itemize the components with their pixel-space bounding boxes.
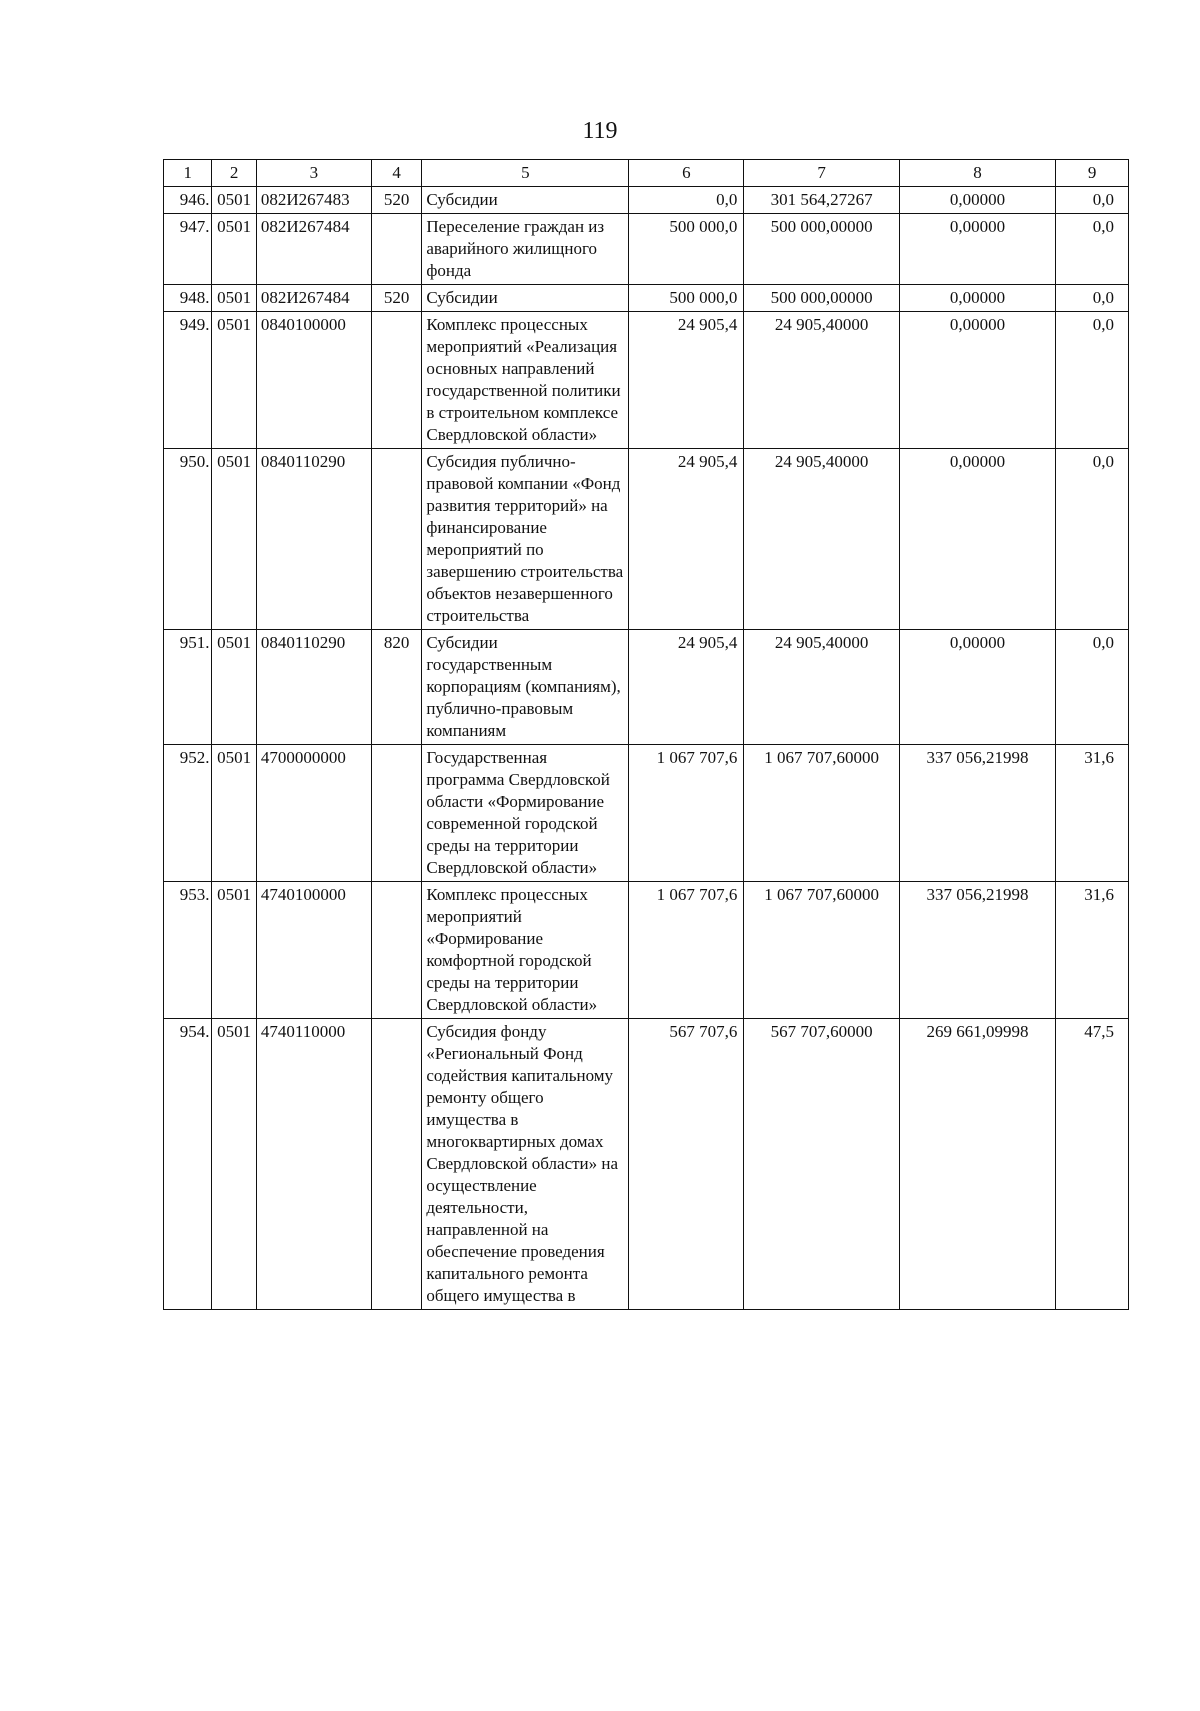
expense-type-code <box>371 214 421 285</box>
execution-percent: 0,0 <box>1056 285 1129 312</box>
target-article-code: 0840100000 <box>256 312 371 449</box>
approved-amount: 24 905,4 <box>629 312 744 449</box>
item-name: Субсидии <box>422 285 629 312</box>
execution-percent: 0,0 <box>1056 630 1129 745</box>
refined-amount: 567 707,60000 <box>744 1019 899 1310</box>
table-row <box>164 312 1129 449</box>
row-number: 947. <box>164 214 212 285</box>
item-name: Переселение граждан из аварийного жилищного фонда <box>422 214 629 285</box>
item-name: Субсидии государственным корпорациям (компаниям), публично-правовым компаниям <box>422 630 629 745</box>
expense-type-code: 520 <box>371 285 421 312</box>
row-number: 949. <box>164 312 212 449</box>
approved-amount: 0,0 <box>629 187 744 214</box>
column-header: 9 <box>1056 160 1129 187</box>
expense-type-code <box>371 312 421 449</box>
row-number: 954. <box>164 1019 212 1310</box>
page-number: 119 <box>582 118 618 144</box>
table-row <box>164 449 1129 630</box>
execution-percent: 31,6 <box>1056 745 1129 882</box>
executed-amount: 0,00000 <box>899 214 1055 285</box>
section-code: 0501 <box>212 214 256 285</box>
item-name: Субсидия фонду «Региональный Фонд содействия капитальному ремонту общего имущества в многоквартирных домах Свердловской области» на осуществление деятельности, направленной на обеспечение проведения капитального ремонта общего имущества в <box>422 1019 629 1310</box>
row-number: 951. <box>164 630 212 745</box>
refined-amount: 24 905,40000 <box>744 630 899 745</box>
budget-table <box>163 159 1129 1310</box>
expense-type-code <box>371 1019 421 1310</box>
refined-amount: 500 000,00000 <box>744 214 899 285</box>
item-name: Субсидия публично-правовой компании «Фонд развития территорий» на финансирование мероприятий по завершению строительства объектов незавершенного строительства <box>422 449 629 630</box>
target-article-code: 0840110290 <box>256 449 371 630</box>
column-header: 4 <box>371 160 421 187</box>
section-code: 0501 <box>212 630 256 745</box>
approved-amount: 1 067 707,6 <box>629 745 744 882</box>
expense-type-code: 520 <box>371 187 421 214</box>
executed-amount: 337 056,21998 <box>899 745 1055 882</box>
executed-amount: 337 056,21998 <box>899 882 1055 1019</box>
item-name: Государственная программа Свердловской области «Формирование современной городской среды на территории Свердловской области» <box>422 745 629 882</box>
executed-amount: 0,00000 <box>899 285 1055 312</box>
table-row <box>164 187 1129 214</box>
target-article-code: 4740110000 <box>256 1019 371 1310</box>
column-header: 2 <box>212 160 256 187</box>
refined-amount: 500 000,00000 <box>744 285 899 312</box>
column-header: 3 <box>256 160 371 187</box>
expense-type-code <box>371 745 421 882</box>
execution-percent: 31,6 <box>1056 882 1129 1019</box>
table-row <box>164 214 1129 285</box>
header-row <box>164 160 1129 187</box>
column-header: 5 <box>422 160 629 187</box>
executed-amount: 0,00000 <box>899 187 1055 214</box>
section-code: 0501 <box>212 745 256 882</box>
execution-percent: 0,0 <box>1056 312 1129 449</box>
execution-percent: 0,0 <box>1056 214 1129 285</box>
table-row <box>164 1019 1129 1310</box>
item-name: Субсидии <box>422 187 629 214</box>
executed-amount: 269 661,09998 <box>899 1019 1055 1310</box>
item-name: Комплекс процессных мероприятий «Формирование комфортной городской среды на территории Свердловской области» <box>422 882 629 1019</box>
row-number: 948. <box>164 285 212 312</box>
execution-percent: 47,5 <box>1056 1019 1129 1310</box>
section-code: 0501 <box>212 1019 256 1310</box>
table-row <box>164 630 1129 745</box>
expense-type-code <box>371 449 421 630</box>
approved-amount: 24 905,4 <box>629 630 744 745</box>
approved-amount: 500 000,0 <box>629 285 744 312</box>
target-article-code: 4740100000 <box>256 882 371 1019</box>
column-header: 7 <box>744 160 899 187</box>
row-number: 952. <box>164 745 212 882</box>
executed-amount: 0,00000 <box>899 312 1055 449</box>
approved-amount: 1 067 707,6 <box>629 882 744 1019</box>
row-number: 950. <box>164 449 212 630</box>
approved-amount: 24 905,4 <box>629 449 744 630</box>
expense-type-code: 820 <box>371 630 421 745</box>
target-article-code: 082И267484 <box>256 285 371 312</box>
section-code: 0501 <box>212 312 256 449</box>
table-row <box>164 745 1129 882</box>
table-row <box>164 882 1129 1019</box>
column-header: 8 <box>899 160 1055 187</box>
row-number: 953. <box>164 882 212 1019</box>
refined-amount: 24 905,40000 <box>744 312 899 449</box>
section-code: 0501 <box>212 449 256 630</box>
section-code: 0501 <box>212 187 256 214</box>
section-code: 0501 <box>212 882 256 1019</box>
executed-amount: 0,00000 <box>899 449 1055 630</box>
execution-percent: 0,0 <box>1056 187 1129 214</box>
row-number: 946. <box>164 187 212 214</box>
target-article-code: 082И267483 <box>256 187 371 214</box>
refined-amount: 1 067 707,60000 <box>744 882 899 1019</box>
refined-amount: 1 067 707,60000 <box>744 745 899 882</box>
approved-amount: 500 000,0 <box>629 214 744 285</box>
target-article-code: 0840110290 <box>256 630 371 745</box>
target-article-code: 4700000000 <box>256 745 371 882</box>
approved-amount: 567 707,6 <box>629 1019 744 1310</box>
section-code: 0501 <box>212 285 256 312</box>
refined-amount: 301 564,27267 <box>744 187 899 214</box>
column-header: 1 <box>164 160 212 187</box>
refined-amount: 24 905,40000 <box>744 449 899 630</box>
column-header: 6 <box>629 160 744 187</box>
expense-type-code <box>371 882 421 1019</box>
target-article-code: 082И267484 <box>256 214 371 285</box>
item-name: Комплекс процессных мероприятий «Реализация основных направлений государственной политики в строительном комплексе Свердловской области» <box>422 312 629 449</box>
table-row <box>164 285 1129 312</box>
execution-percent: 0,0 <box>1056 449 1129 630</box>
executed-amount: 0,00000 <box>899 630 1055 745</box>
